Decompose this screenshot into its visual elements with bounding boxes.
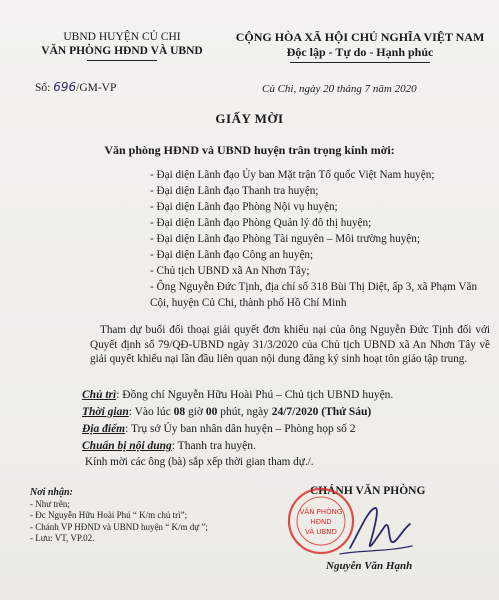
invitee-item: - Đại diện Lãnh đạo Phòng Quản lý đô thị huyện;	[150, 217, 372, 229]
org-line-1: UBND HUYỆN CỦ CHI	[63, 31, 181, 43]
invitee-item: - Chủ tịch UBND xã An Nhơn Tây;	[150, 265, 310, 277]
field-chair	[82, 389, 393, 401]
invitee-item: - Ông Nguyễn Đức Tịnh, địa chỉ số 318 Bùi Thị Diệt, ấp 3, xã Phạm Văn Cội, huyện Củ Chi, thành phố Hồ Chí Minh	[150, 281, 478, 309]
time-hour: 08	[173, 406, 186, 418]
time-prefix: : Vào lúc	[128, 406, 174, 418]
place-value: : Trụ sở Ủy ban nhân dân huyện – Phòng họp số 2	[125, 423, 356, 435]
invitee-item: - Đại diện Lãnh đạo Phòng Tài nguyên – Môi trường huyện;	[150, 233, 420, 245]
closing-line: Kính mời các ông (bà) sắp xếp thời gian tham dự./.	[85, 456, 314, 468]
field-place	[82, 423, 355, 435]
invitation-intro: Văn phòng HĐND và UBND huyện trân trọng kính mời:	[104, 143, 395, 157]
place-date: Củ Chi, ngày 20 tháng 7 năm 2020	[262, 83, 417, 95]
recipient-item: - Lưu: VT, VP.02.	[30, 533, 95, 543]
org-underline	[87, 60, 157, 61]
doc-number-handwritten: 696	[53, 80, 77, 94]
time-label: Thời gian	[82, 406, 129, 418]
chair-label: Chủ trì	[82, 389, 117, 401]
recipient-item: - Như trên;	[30, 498, 70, 509]
org-line-2: VĂN PHÒNG HĐND VÀ UBND	[41, 45, 203, 57]
issuing-organization	[22, 30, 222, 61]
place-label: Địa điểm	[82, 423, 126, 435]
signer-title: CHÁNH VĂN PHÒNG	[310, 485, 426, 497]
invitee-item: - Đại diện Lãnh đạo Ủy ban Mặt trận Tổ quốc Việt Nam huyện;	[150, 169, 435, 181]
doc-number-suffix: /GM-VP	[76, 82, 117, 94]
time-date: 24/7/2020 (Thứ Sáu)	[271, 406, 372, 418]
chair-value: : Đồng chí Nguyễn Hữu Hoài Phú – Chủ tịch UBND huyện.	[116, 389, 394, 401]
time-minute: 00	[205, 406, 218, 418]
recipient-item: - Chánh VP HĐND và UBND huyện “ K/m dự ”;	[30, 521, 208, 532]
invitee-item: - Đại diện Lãnh đạo Phòng Nội vụ huyện;	[150, 201, 338, 213]
invitee-item: - Đại diện Lãnh đạo Thanh tra huyện;	[150, 185, 319, 197]
field-time	[82, 406, 371, 418]
doc-number-label: Số:	[35, 82, 51, 94]
recipients-block	[30, 487, 208, 545]
invitee-list	[150, 167, 495, 311]
handwritten-signature	[330, 500, 420, 562]
time-mid: giờ	[185, 406, 206, 418]
document-number	[35, 80, 116, 94]
national-motto	[225, 30, 495, 63]
document-title: GIẤY MỜI	[215, 111, 284, 126]
seal-text-1: VĂN PHÒNG	[299, 508, 343, 516]
time-post: phút, ngày	[217, 406, 272, 418]
seal-text-2: HĐND	[310, 518, 332, 526]
signer-name: Nguyễn Văn Hạnh	[326, 560, 413, 572]
motto-underline	[290, 62, 430, 63]
nation-line-2: Độc lập - Tự do - Hạnh phúc	[286, 45, 434, 59]
recipient-item: - Đc Nguyễn Hữu Hoài Phú “ K/m chủ trì”;	[30, 510, 188, 520]
meeting-purpose: Tham dự buổi đối thoại giải quyết đơn khiếu nại của ông Nguyễn Đức Tịnh đối với Quyết định số 79/QĐ-UBND ngày 31/3/2020 của Chủ tịch UBND xã An Nhơn Tây về giải quyết khiếu nại lần đầu liên quan nội dung đăng ký sinh hoạt tôn giáo tập trung.	[90, 324, 490, 365]
prep-value: : Thanh tra huyện.	[171, 440, 256, 452]
field-prep	[82, 440, 256, 452]
nation-line-1: CỘNG HÒA XÃ HỘI CHỦ NGHĨA VIỆT NAM	[235, 30, 485, 44]
invitee-item: - Đại diện Lãnh đạo Công an huyện;	[150, 249, 314, 261]
recipients-heading: Nơi nhận:	[30, 487, 73, 498]
seal-text-3: VÀ UBND	[305, 528, 337, 536]
prep-label: Chuẩn bị nội dung	[82, 440, 172, 452]
